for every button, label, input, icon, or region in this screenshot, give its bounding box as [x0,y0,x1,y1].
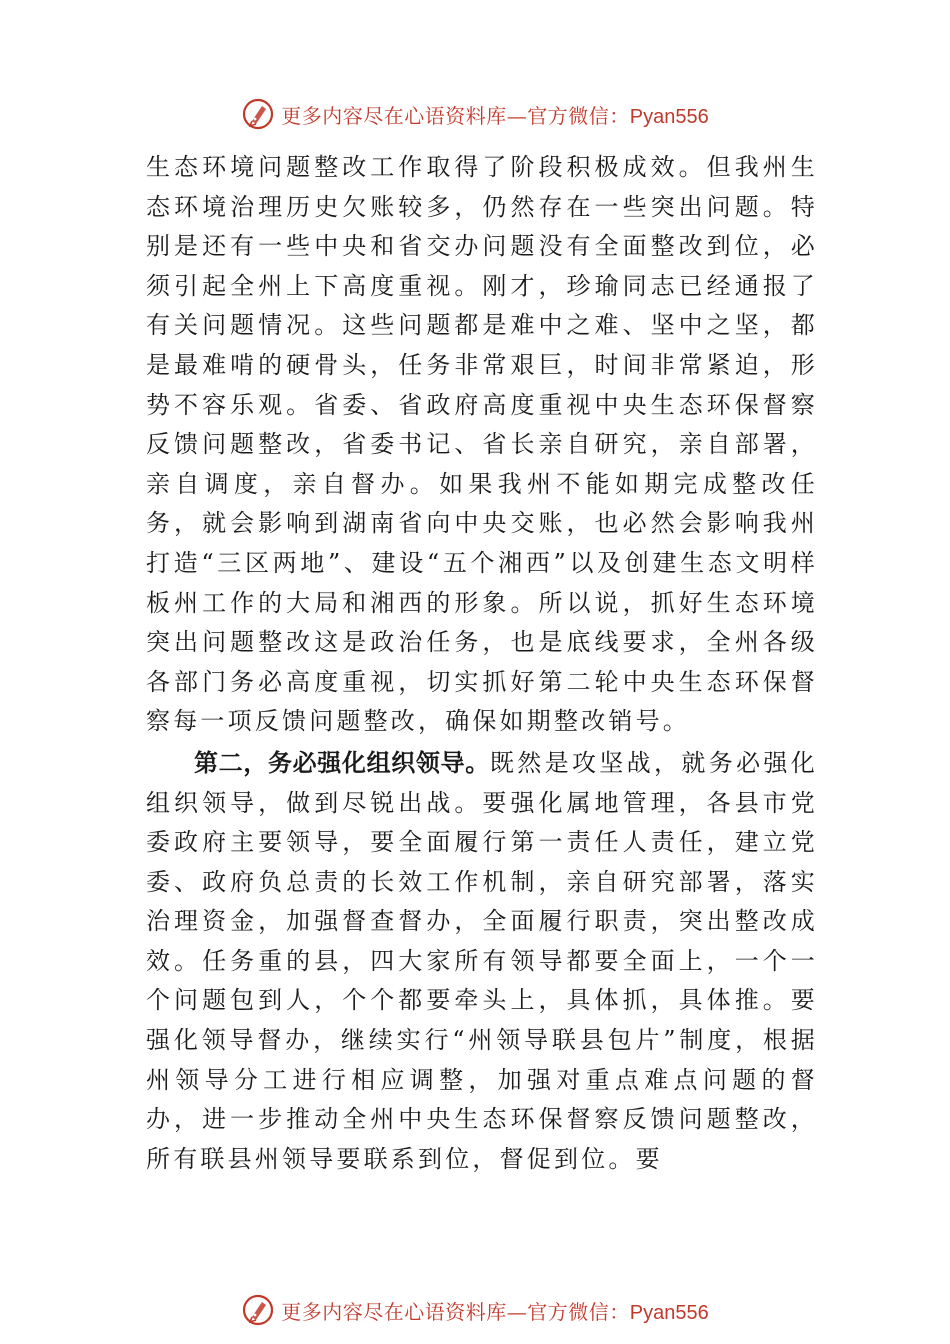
header-watermark [0,94,950,134]
footer-watermark [0,1290,950,1330]
document-body [146,148,818,1179]
section-heading: 第二，务必强化组织领导。 [194,748,490,777]
watermark-label: 更多内容尽在心语资料库—官方微信： [281,103,630,128]
body-paragraph-2-text: 既然是攻坚战，就务必强化组织领导，做到尽锐出战。要强化属地管理，各县市党委政府主要领导，要全面履行第一责任人责任，建立党委、政府负总责的长效工作机制，亲自研究部署，落实治理资金，加强督查督办，全面履行职责，突出整改成效。任务重的县，四大家所有领导都要全面上，一个一个问题包到人，个个都要牵头上，具体抓，具体推。要强化领导督办，继续实行“州领导联县包片”制度，根据州领导分工进行相应调整，加强对重点难点问题的督办，进一步推动全州中央生态环保督察反馈问题整改，所有联县州领导要联系到位，督促到位。要 [146,748,818,1173]
pen-nib-logo-icon [241,97,275,131]
pen-nib-logo-icon [241,1293,275,1327]
body-paragraph-2 [146,744,818,1180]
watermark-label: 更多内容尽在心语资料库—官方微信： [281,1299,630,1324]
watermark-text [281,100,708,129]
watermark-text [281,1296,708,1325]
watermark-handle: Pyan556 [629,1301,709,1324]
watermark-handle: Pyan556 [629,105,709,128]
body-paragraph-1: 生态环境问题整改工作取得了阶段积极成效。但我州生态环境治理历史欠账较多，仍然存在一些突出问题。特别是还有一些中央和省交办问题没有全面整改到位，必须引起全州上下高度重视。刚才，珍瑜同志已经通报了有关问题情况。这些问题都是难中之难、坚中之坚，都是最难啃的硬骨头，任务非常艰巨，时间非常紧迫，形势不容乐观。省委、省政府高度重视中央生态环保督察反馈问题整改，省委书记、省长亲自研究，亲自部署，亲自调度，亲自督办。如果我州不能如期完成整改任务，就会影响到湖南省向中央交账，也必然会影响我州打造“三区两地”、建设“五个湘西”以及创建生态文明样板州工作的大局和湘西的形象。所以说，抓好生态环境突出问题整改这是政治任务，也是底线要求，全州各级各部门务必高度重视，切实抓好第二轮中央生态环保督察每一项反馈问题整改，确保如期整改销号。 [146,153,818,736]
